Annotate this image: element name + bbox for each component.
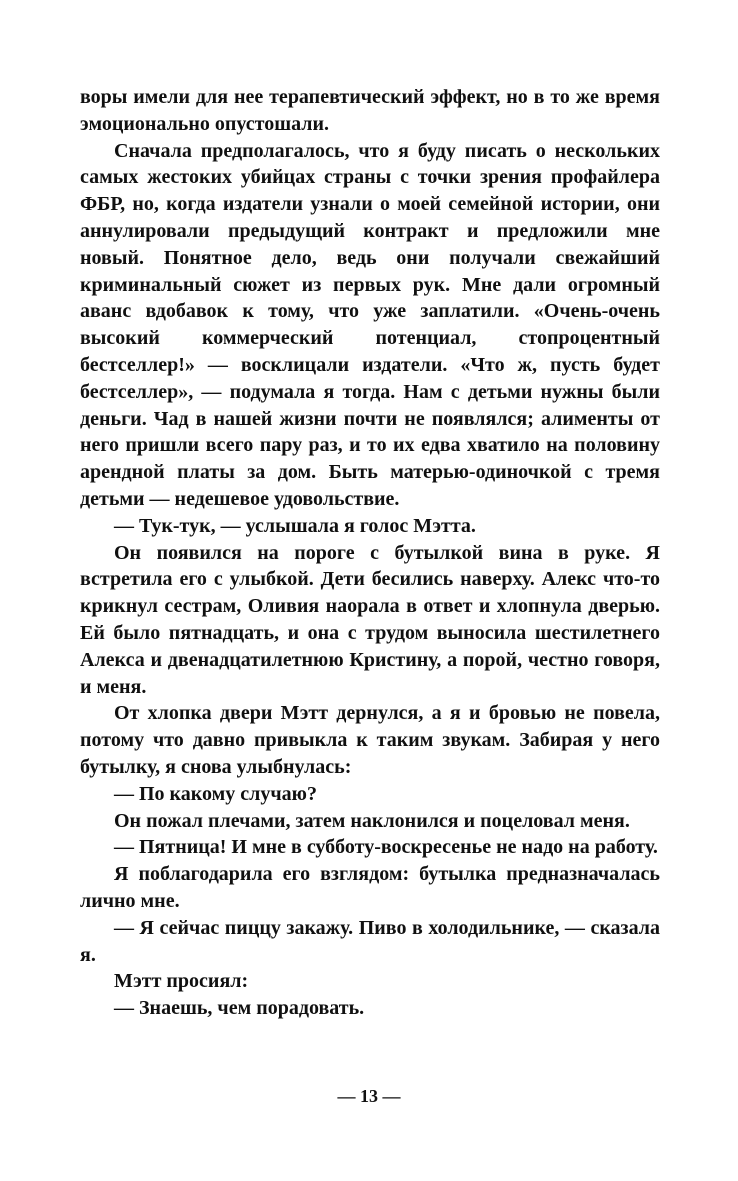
paragraph: — По какому случаю? [114, 782, 317, 805]
paragraph: Он появился на пороге с бутылкой вина в руке. Я встретила его с улыбкой. Дети бесились наверху. Алекс что-то крикнул сестрам, Оливия наорала в ответ и хлопнула дверью. Ей было пятнадцать, и она с трудом выносила шестилетнего Алекса и двенадцатилетнюю Кристину, а порой, честно говоря, и меня. [80, 541, 660, 698]
text-block [80, 84, 660, 1022]
paragraph: Мэтт просиял: [114, 970, 249, 993]
paragraph: воры имели для нее терапевтический эффект, но в то же время эмоционально опустошали. [80, 86, 660, 135]
paragraph: Он пожал плечами, затем наклонился и поцеловал меня. [114, 809, 630, 832]
paragraph: Я поблагодарила его взглядом: бутылка предназначалась лично мне. [80, 863, 660, 912]
paragraph: Сначала предполагалось, что я буду писать о нескольких самых жестоких убийцах страны с точки зрения профайлера ФБР, но, когда издатели узнали о моей семейной истории, они аннулировали предыдущий контракт и предложили мне новый. Понятное дело, ведь они получали свежайший криминальный сюжет из первых рук. Мне дали огромный аванс вдобавок к тому, что уже заплатили. «Очень-очень высокий коммерческий потенциал, стопроцентный бестселлер!» — восклицали издатели. «Что ж, пусть будет бестселлер», — подумала я тогда. Нам с детьми нужны были деньги. Чад в нашей жизни почти не появлялся; алименты от него пришли всего пару раз, и то их едва хватило на половину арендной платы за дом. Быть матерью-одиночкой с тремя детьми — недешевое удовольствие. [80, 139, 660, 510]
paragraph: — Тук-тук, — услышала я голос Мэтта. [114, 514, 476, 537]
paragraph: От хлопка двери Мэтт дернулся, а я и бровью не повела, потому что давно привыкла к таким звукам. Забирая у него бутылку, я снова улыбнулась: [80, 702, 660, 778]
page-number: — 13 — [337, 1086, 401, 1106]
paragraph: — Я сейчас пиццу закажу. Пиво в холодильнике, — сказала я. [80, 916, 660, 966]
paragraph: — Знаешь, чем порадовать. [114, 997, 365, 1020]
paragraph: — Пятница! И мне в субботу-воскресенье не надо на работу. [114, 836, 658, 859]
